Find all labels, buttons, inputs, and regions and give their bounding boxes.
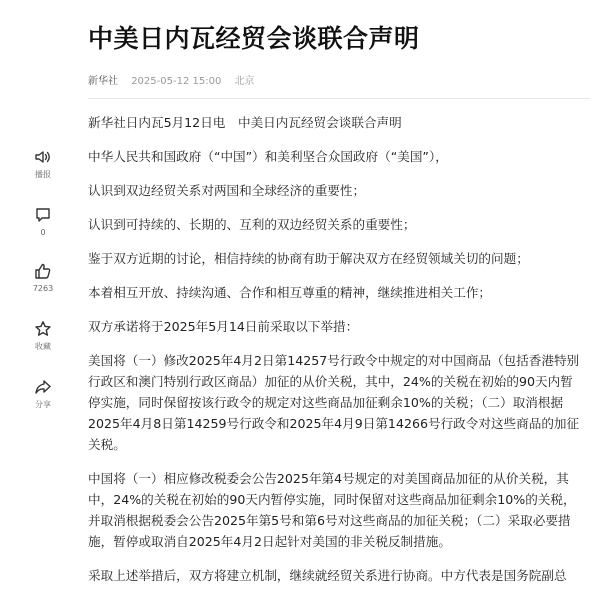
paragraph-recital-4: 本着相互开放、持续沟通、合作和相互尊重的精神，继续推进相关工作； bbox=[88, 285, 491, 300]
paragraph-china-measures: 中国将（一）相应修改税委会公告2025年第4号规定的对美国商品加征的从价关税，其中，24%的关税在初始的90天内暂停实施，同时保留对这些商品加征剩余10%的关税，并取消根据税委会公告2025年第5号和第6号对这些商品的加征关税；（二）采取必要措施，暂停或取消自2025年4月2日起针对美国的非关税反制措施。 bbox=[88, 471, 576, 549]
comment-count: 0 bbox=[40, 228, 46, 237]
star-icon bbox=[34, 320, 52, 338]
favorite-button[interactable] bbox=[28, 320, 58, 352]
like-button[interactable] bbox=[28, 262, 58, 294]
paragraph-dateline: 新华社日内瓦5月12日电 中美日内瓦经贸会谈联合声明 bbox=[88, 115, 402, 130]
paragraph-recital-1: 认识到双边经贸关系对两国和全球经济的重要性； bbox=[88, 183, 366, 198]
article-datetime: 2025-05-12 15:00 bbox=[131, 76, 222, 87]
paragraph-mechanism: 采取上述举措后，双方将建立机制，继续就经贸关系进行协商。中方代表是国务院副总 bbox=[88, 568, 567, 583]
article-meta bbox=[88, 72, 265, 87]
article-source[interactable]: 新华社 bbox=[88, 76, 118, 87]
like-count: 7263 bbox=[32, 284, 54, 293]
share-label: 分享 bbox=[35, 400, 51, 409]
share-button[interactable] bbox=[28, 378, 58, 410]
listen-button[interactable] bbox=[28, 148, 58, 180]
paragraph-us-measures: 美国将（一）修改2025年4月2日第14257号行政令中规定的对中国商品（包括香港特别行政区和澳门特别行政区商品）加征的从价关税，其中，24%的关税在初始的90天内暂停实施，同时保留按该行政令的规定对这些商品加征剩余10%的关税；（二）取消根据2025年4月8日第14259号行政令和2025年4月9日第14266号行政令对这些商品的加征关税。 bbox=[88, 353, 580, 452]
paragraph-parties: 中华人民共和国政府（“中国”）和美利坚合众国政府（“美国”）， bbox=[88, 149, 448, 164]
speaker-icon bbox=[34, 148, 52, 166]
article-body bbox=[88, 112, 582, 599]
comment-icon bbox=[34, 206, 52, 224]
paragraph-commitment: 双方承诺将于2025年5月14日前采取以下举措： bbox=[88, 319, 359, 334]
favorite-label: 收藏 bbox=[35, 342, 51, 351]
share-icon bbox=[34, 378, 52, 396]
comment-button[interactable] bbox=[28, 206, 58, 238]
thumbs-up-icon bbox=[34, 262, 52, 280]
paragraph-recital-3: 鉴于双方近期的讨论，相信持续的协商有助于解决双方在经贸领域关切的问题； bbox=[88, 251, 529, 266]
article-location: 北京 bbox=[234, 76, 255, 87]
article-title: 中美日内瓦经贸会谈联合声明 bbox=[88, 24, 420, 53]
listen-label: 播报 bbox=[35, 170, 51, 179]
paragraph-recital-2: 认识到可持续的、长期的、互利的双边经贸关系的重要性； bbox=[88, 217, 416, 232]
header-divider bbox=[88, 98, 590, 99]
